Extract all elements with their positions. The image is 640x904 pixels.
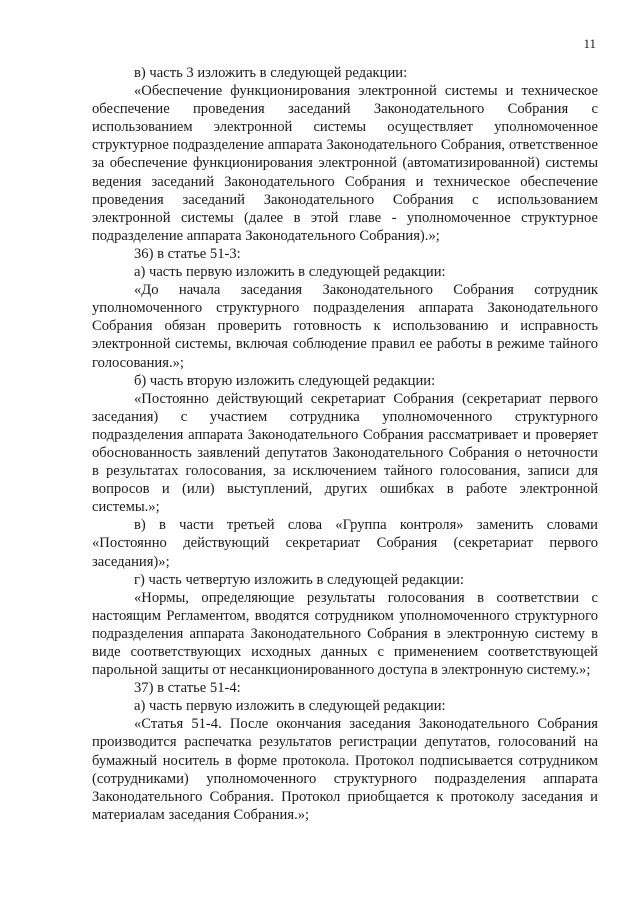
quoted-text-part-2: «Постоянно действующий секретариат Собрания (секретариат первого заседания) с участием сотрудника уполномоченного структурного подразделения аппарата Законодательного Собрания рассматривает и проверяет обоснованность заявлений депутатов Законодательного Собрания о неточности в результатах голосования, за исключением тайного голосования, записи для вопросов и (или) выступлений, других ошибках в работе электронной системы.»; xyxy=(92,390,598,516)
amendment-item-v-part-3: в) часть 3 изложить в следующей редакции: xyxy=(134,65,408,81)
amendment-item-a-part-1: а) часть первую изложить в следующей редакции: xyxy=(134,264,446,281)
quoted-text-part-1: «До начала заседания Законодательного Собрания сотрудник уполномоченного структурного подразделения аппарата Законодательного Собрания обязан проверить готовность к использованию и исправность электронной системы, включая соблюдение правил ее работы в режиме тайного голосования.»; xyxy=(92,282,598,371)
item-36-article-51-3: 36) в статье 51-3: xyxy=(134,245,241,262)
amendment-item-b-part-2: б) часть вторую изложить следующей редакции: xyxy=(134,372,436,389)
item-37-article-51-4: 37) в статье 51-4: xyxy=(134,680,241,697)
amendment-item-a-part-1-51-4: а) часть первую изложить в следующей редакции: xyxy=(134,698,446,715)
page-number: 11 xyxy=(583,36,596,51)
amendment-item-g-part-4: г) часть четвертую изложить в следующей редакции: xyxy=(134,571,464,588)
quoted-text-article-51-4: «Статья 51-4. После окончания заседания Законодательного Собрания производится распечатка результатов регистрации депутатов, голосований на бумажный носитель в форме протокола. Протокол подписывается сотрудником (сотрудниками) уполномоченного структурного подразделения аппарата Законодательного Собрания. Протокол приобщается к протоколу заседания и материалам заседания Собрания.»; xyxy=(92,716,598,823)
amendment-item-v-part-3-words: в) в части третьей слова «Группа контроля» заменить словами «Постоянно действующий секретариат Собрания (секретариат первого заседания)»; xyxy=(92,517,598,570)
quoted-text-part-3: «Обеспечение функционирования электронной системы и техническое обеспечение проведения заседаний Законодательного Собрания с использованием электронной системы осуществляет уполномоченное структурное подразделение аппарата Законодательного Собрания, ответственное за обеспечение функционирования электронной (автоматизированной) системы ведения заседаний Законодательного Собрания и техническое обеспечение проведения заседаний Законодательного Собрания с использованием электронной системы (далее в этой главе - уполномоченное структурное подразделение аппарата Законодательного Собрания).»; xyxy=(92,83,598,244)
quoted-text-part-4: «Нормы, определяющие результаты голосования в соответствии с настоящим Регламентом, вводятся сотрудником уполномоченного структурного подразделения аппарата Законодательного Собрания в электронную систему в виде соответствующих исходных данных с применением соответствующей парольной защиты от несанкционированного доступа в электронную систему.»; xyxy=(92,589,598,679)
document-body xyxy=(92,64,598,824)
